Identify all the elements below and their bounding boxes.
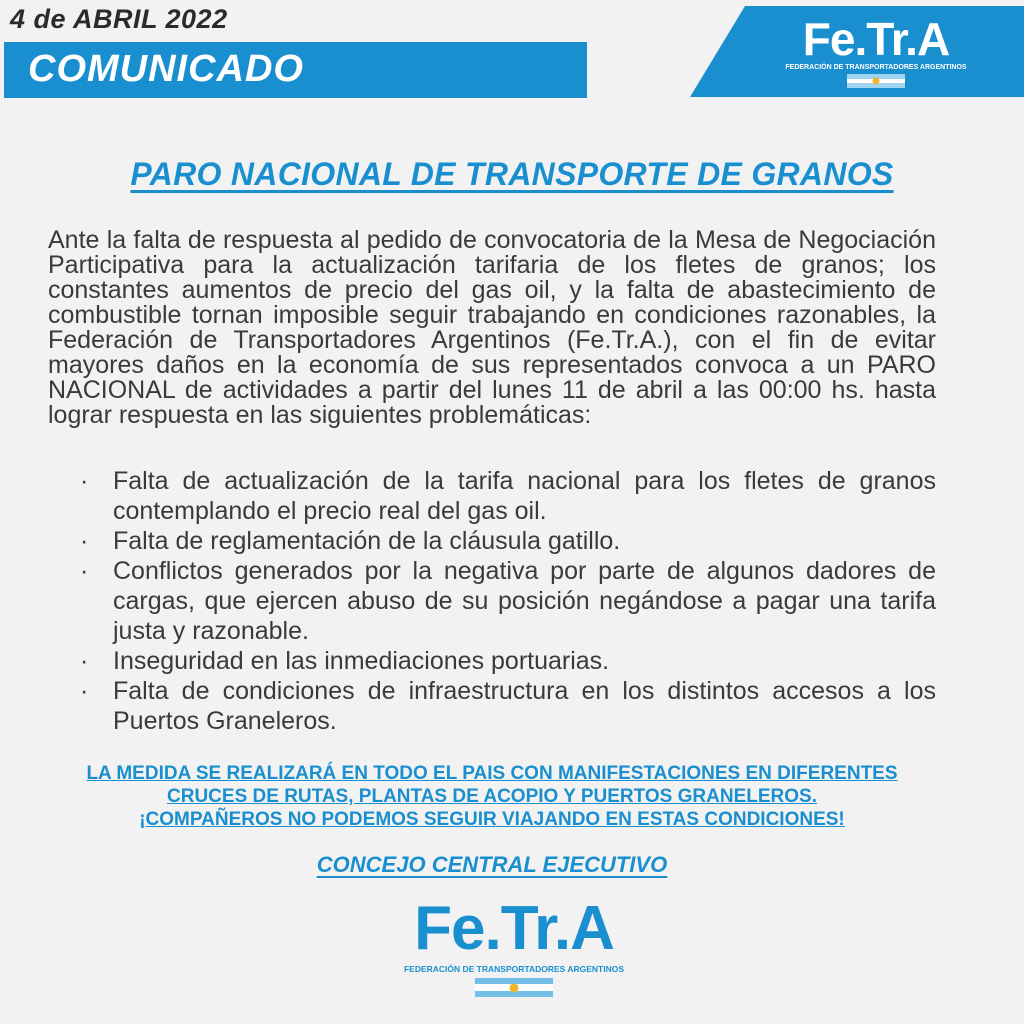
sun-icon (873, 78, 880, 85)
bullet-icon: · (80, 647, 89, 675)
logo-subtitle: FEDERACIÓN DE TRANSPORTADORES ARGENTINOS (785, 64, 967, 71)
problem-list (80, 466, 936, 736)
list-item-text: Falta de actualización de la tarifa nacional para los fletes de granos contemplando el precio real del gas oil. (113, 467, 936, 525)
bullet-icon: · (80, 467, 89, 495)
bullet-icon: · (80, 527, 89, 555)
notice-line: LA MEDIDA SE REALIZARÁ EN TODO EL PAIS CON MANIFESTACIONES EN DIFERENTES (86, 763, 898, 784)
list-item-text: Falta de reglamentación de la cláusula gatillo. (113, 527, 621, 555)
logo-subtitle: FEDERACIÓN DE TRANSPORTADORES ARGENTINOS (403, 964, 625, 974)
document-title: PARO NACIONAL DE TRANSPORTE DE GRANOS (130, 156, 894, 192)
notice-line: CRUCES DE RUTAS, PLANTAS DE ACOPIO Y PUERTOS GRANELEROS. (167, 786, 817, 807)
argentina-flag-icon (847, 74, 905, 88)
logo-wordmark: Fe.Tr.A (414, 894, 614, 963)
footer-logo (396, 894, 632, 997)
list-item (80, 526, 936, 556)
bullet-icon: · (80, 557, 89, 585)
notice-line: ¡COMPAÑEROS NO PODEMOS SEGUIR VIAJANDO EN ESTAS CONDICIONES! (139, 809, 845, 830)
list-item (80, 556, 936, 646)
list-item-text: Falta de condiciones de infraestructura en los distintos accesos a los Puertos Graneleros. (113, 677, 936, 735)
list-item (80, 676, 936, 736)
list-item (80, 466, 936, 526)
comunicado-banner (4, 42, 587, 98)
list-item-text: Inseguridad en las inmediaciones portuarias. (113, 647, 610, 675)
signature: CONCEJO CENTRAL EJECUTIVO (316, 852, 668, 877)
date-label: 4 de ABRIL 2022 (10, 4, 228, 34)
list-item (80, 646, 936, 676)
logo-wordmark: Fe.Tr.A (802, 13, 950, 65)
list-item-text: Conflictos generados por la negativa por parte de algunos dadores de cargas, que ejercen abuso de su posición negándose a pagar una tarifa justa y razonable. (113, 557, 936, 645)
header-logo (778, 13, 974, 88)
body-paragraph: Ante la falta de respuesta al pedido de convocatoria de la Mesa de Negociación Participativa para la actualización tarifaria de los fletes de granos; los constantes aumentos de precio del gas oil, y la falta de abastecimiento de combustible tornan imposible seguir trabajando en condiciones razonables, la Federación de Transportadores Argentinos (Fe.Tr.A.), con el fin de evitar mayores daños en la economía de sus representados convoca a un PARO NACIONAL de actividades a partir del lunes 11 de abril a las 00:00 hs. hasta lograr respuesta en las siguientes problemáticas: (48, 226, 936, 429)
argentina-flag-icon (475, 978, 553, 997)
notice-block (0, 762, 984, 831)
bullet-icon: · (80, 677, 89, 705)
sun-icon (510, 983, 519, 992)
banner-title: COMUNICADO (28, 48, 304, 90)
